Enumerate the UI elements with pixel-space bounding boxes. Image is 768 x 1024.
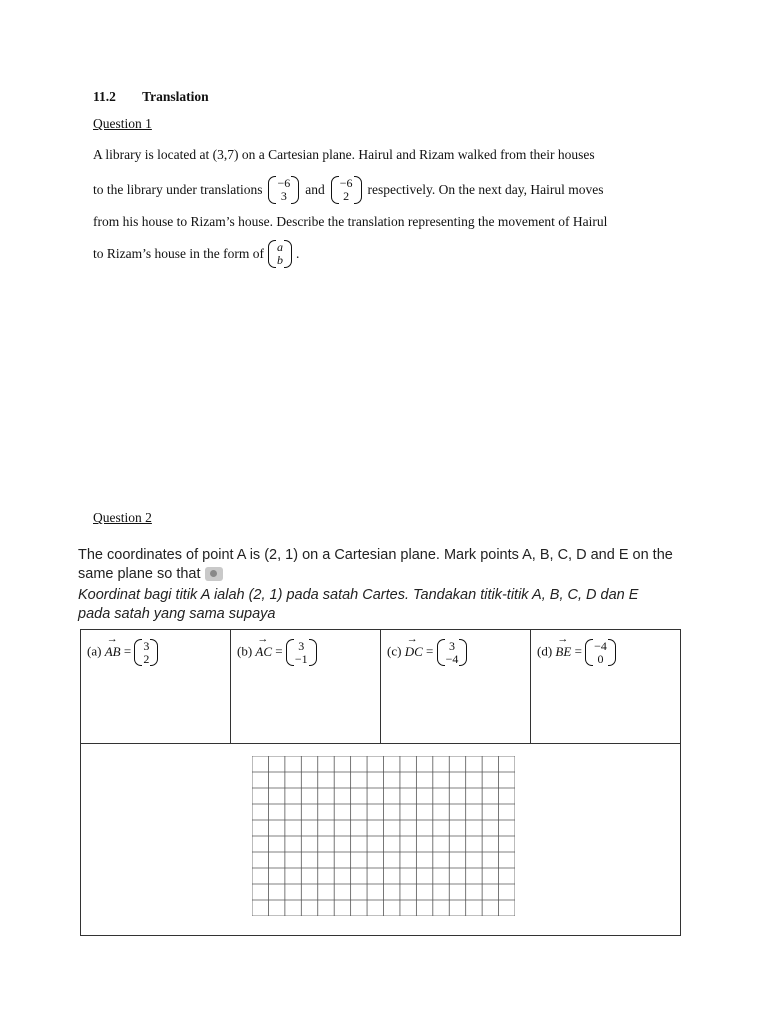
vector-top: −6 [339,176,353,191]
vector-top: 3 [448,639,455,653]
option-vector [585,640,616,665]
q2-malay-line-1: Koordinat bagi titik A ialah (2, 1) pada satah Cartes. Tandakan titik-titik A, B, C, D dan E [78,587,639,603]
vector-name: → DC [405,644,423,660]
vector-name: → AB [105,644,121,660]
section-heading [93,89,209,105]
translation-vector-rizam [331,177,362,202]
vector-top: 3 [143,639,150,653]
q2-malay-line-2: pada satah yang sama supaya [78,606,276,622]
option-label: (a) [87,643,102,659]
option-d [531,630,680,743]
answer-form-vector [268,241,292,266]
vector-name: → AC [255,644,272,660]
option-a [81,630,231,743]
question-2-heading: Question 2 [93,510,152,525]
vector-bottom: −4 [445,651,459,666]
vector-bottom: 2 [343,189,350,203]
equals-sign: = [426,643,434,659]
option-b [231,630,381,743]
option-vector [286,640,317,665]
equals-sign: = [275,643,283,659]
q1-line-4-after: . [295,246,300,261]
vector-top: −6 [277,176,291,191]
q1-line-2-text: to the library under translations [93,182,263,197]
vector-options-row [81,630,680,744]
option-label: (d) [537,643,553,659]
q1-line-4-text: to Rizam’s house in the form of [93,246,264,261]
option-vector [437,640,468,665]
vector-top: 3 [298,639,305,653]
question-1-heading: Question 1 [93,116,152,131]
vector-bottom: b [276,253,283,267]
option-vector [134,640,158,665]
cartesian-grid [252,756,515,916]
equals-sign: = [123,643,132,659]
vector-bottom: 3 [280,189,287,203]
q2-english-line-2-text: same plane so that [78,566,201,582]
q1-line-2-after: respectively. On the next day, Hairul moves [367,182,604,197]
vector-top: −4 [594,639,607,653]
camera-icon [205,567,223,581]
option-label: (c) [387,643,402,659]
q2-english-line-2 [78,566,223,582]
vector-bottom: 2 [143,651,150,666]
vector-top: a [276,240,283,255]
vector-bottom: −1 [294,651,308,666]
vector-name: → BE [555,644,571,660]
vector-bottom: 0 [597,651,604,666]
q1-line-2 [93,170,603,210]
equals-sign: = [574,643,582,659]
section-number: 11.2 [93,89,116,104]
q2-english-line-1: The coordinates of point A is (2, 1) on a Cartesian plane. Mark points A, B, C, D and E on the [78,547,673,563]
q1-line-1: A library is located at (3,7) on a Cartesian plane. Hairul and Rizam walked from their houses [93,147,595,162]
option-c [381,630,531,743]
option-label: (b) [237,643,253,659]
q1-line-4 [93,234,299,274]
question-2-table [80,629,681,936]
translation-vector-hairul [268,177,299,202]
section-title: Translation [142,89,209,104]
q1-line-3: from his house to Rizam’s house. Describe the translation representing the movement of Hairul [93,214,608,229]
q1-and: and [305,182,325,197]
